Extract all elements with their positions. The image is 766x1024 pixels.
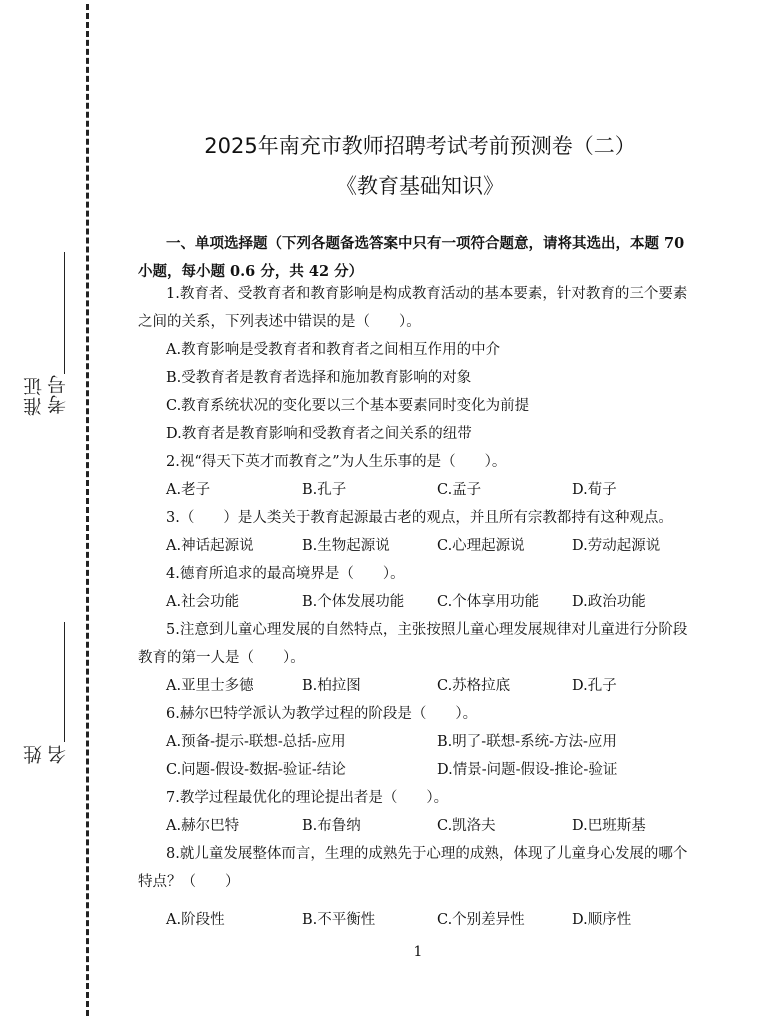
question-5-option-b[interactable]: B.柏拉图 (302, 678, 361, 694)
question-4-option-a[interactable]: A.社会功能 (166, 594, 240, 610)
page-subtitle: 《教育基础知识》 (336, 174, 504, 198)
question-8-option-b[interactable]: B.不平衡性 (302, 912, 376, 928)
question-5-stem-cont: 教育的第一人是（ ）。 (138, 650, 305, 666)
name-field[interactable] (64, 622, 65, 742)
question-6-option-d[interactable]: D.情景-问题-假设-推论-验证 (437, 762, 618, 778)
question-5-option-a[interactable]: A.亚里士多德 (166, 678, 254, 694)
page-title: 2025年南充市教师招聘考试考前预测卷（二） (204, 134, 636, 158)
question-7-option-a[interactable]: A.赫尔巴特 (166, 818, 240, 834)
question-4-option-b[interactable]: B.个体发展功能 (302, 594, 405, 610)
question-5-option-c[interactable]: C.苏格拉底 (437, 678, 511, 694)
binding-dashed-line (86, 4, 89, 1016)
question-5-option-d[interactable]: D.孔子 (572, 678, 617, 694)
ticket-number-label-2: 考号 (47, 374, 69, 414)
question-8-option-c[interactable]: C.个别差异性 (437, 912, 525, 928)
question-8-stem-cont: 特点？（ ） (138, 874, 240, 890)
question-4-option-d[interactable]: D.政治功能 (572, 594, 646, 610)
question-3-option-d[interactable]: D.劳动起源说 (572, 538, 661, 554)
question-4-stem: 4.德育所追求的最高境界是（ ）。 (166, 566, 405, 582)
name-label-2: 名 (47, 744, 69, 764)
page-number: 1 (413, 944, 423, 960)
question-1-stem-cont: 之间的关系，下列表述中错误的是（ ）。 (138, 314, 421, 330)
question-4-option-c[interactable]: C.个体享用功能 (437, 594, 540, 610)
question-3-option-b[interactable]: B.生物起源说 (302, 538, 390, 554)
question-1-stem: 1.教育者、受教育者和教育影响是构成教育活动的基本要素，针对教育的三个要素 (166, 286, 688, 302)
question-7-stem: 7.教学过程最优化的理论提出者是（ ）。 (166, 790, 449, 806)
question-7-option-c[interactable]: C.凯洛夫 (437, 818, 496, 834)
question-1-option-b[interactable]: B.受教育者是教育者选择和施加教育影响的对象 (166, 370, 472, 386)
question-8-option-d[interactable]: D.顺序性 (572, 912, 632, 928)
question-8-option-a[interactable]: A.阶段性 (166, 912, 225, 928)
section-heading-cont: 小题，每小题 0.6 分，共 42 分） (138, 263, 364, 280)
ticket-number-label: 准证 (23, 376, 45, 416)
question-3-stem: 3.（ ）是人类关于教育起源最古老的观点，并且所有宗教都持有这种观点。 (166, 510, 673, 526)
question-1-option-c[interactable]: C.教育系统状况的变化要以三个基本要素同时变化为前提 (166, 398, 530, 414)
question-6-option-a[interactable]: A.预备-提示-联想-总括-应用 (166, 734, 346, 750)
question-5-stem: 5.注意到儿童心理发展的自然特点，主张按照儿童心理发展规律对儿童进行分阶段 (166, 622, 688, 638)
question-7-option-b[interactable]: B.布鲁纳 (302, 818, 361, 834)
ticket-number-field[interactable] (64, 252, 65, 374)
question-6-option-c[interactable]: C.问题-假设-数据-验证-结论 (166, 762, 346, 778)
question-2-option-a[interactable]: A.老子 (166, 482, 211, 498)
question-6-stem: 6.赫尔巴特学派认为教学过程的阶段是（ ）。 (166, 706, 478, 722)
question-8-stem: 8.就儿童发展整体而言，生理的成熟先于心理的成熟，体现了儿童身心发展的哪个 (166, 846, 688, 862)
question-6-option-b[interactable]: B.明了-联想-系统-方法-应用 (437, 734, 617, 750)
question-2-option-b[interactable]: B.孔子 (302, 482, 347, 498)
question-2-stem: 2.视“得天下英才而教育之”为人生乐事的是（ ）。 (166, 454, 507, 470)
question-7-option-d[interactable]: D.巴班斯基 (572, 818, 646, 834)
question-2-option-c[interactable]: C.孟子 (437, 482, 482, 498)
question-2-option-d[interactable]: D.荀子 (572, 482, 617, 498)
question-3-option-a[interactable]: A.神话起源说 (166, 538, 254, 554)
question-3-option-c[interactable]: C.心理起源说 (437, 538, 525, 554)
name-label: 姓 (23, 744, 45, 764)
question-1-option-d[interactable]: D.教育者是教育影响和受教育者之间关系的纽带 (166, 426, 472, 442)
question-1-option-a[interactable]: A.教育影响是受教育者和教育者之间相互作用的中介 (166, 342, 501, 358)
section-heading: 一、单项选择题（下列各题备选答案中只有一项符合题意，请将其选出，本题 70 (166, 235, 685, 252)
